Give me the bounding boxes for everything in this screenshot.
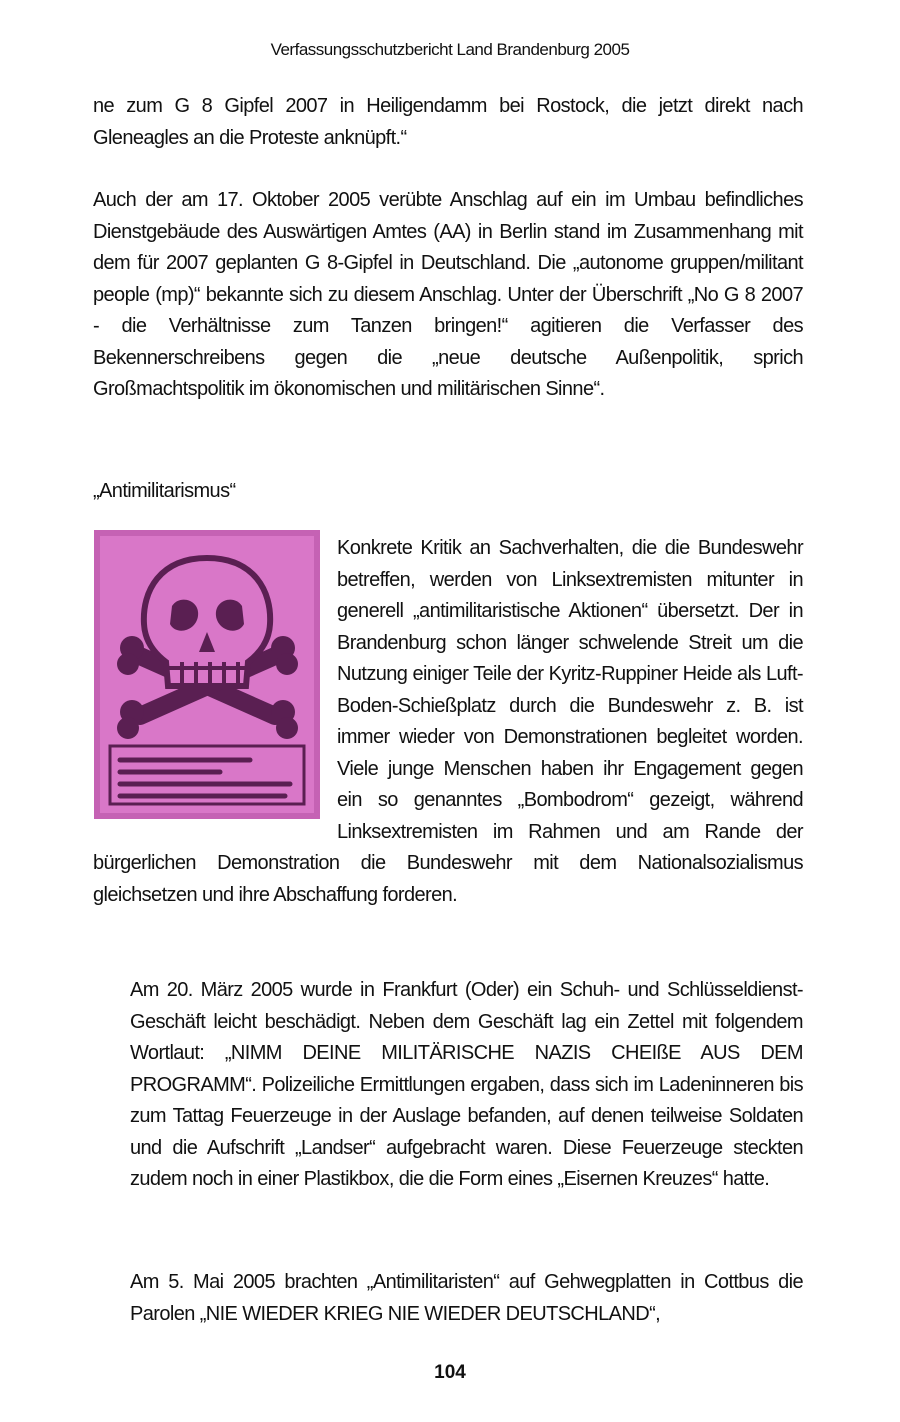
paragraph-cottbus-incident: Am 5. Mai 2005 brachten „Antimilitaristen“ auf Gehwegplatten in Cottbus die Parolen „NIE WIEDER KRIEG NIE WIEDER DEUTSCHLAND“, xyxy=(130,1271,803,1325)
paragraph-bombodrom xyxy=(93,533,803,911)
paragraph-frankfurt-incident: Am 20. März 2005 wurde in Frankfurt (Oder) ein Schuh- und Schlüsseldienst-Geschäft leicht beschädigt. Neben dem Geschäft lag ein Zettel mit folgendem Wortlaut: „NIMM DEINE MILITÄRISCHE NAZIS CHEIßE AUS DEM PROGRAMM“. Polizeiliche Ermittlungen ergaben, dass sich im Ladeninneren bis zum Tattag Feuerzeuge in der Auslage befanden, auf denen teilweise Soldaten und die Aufschrift „Landser“ aufgebracht waren. Diese Feuerzeuge steckten zudem noch in einer Plastikbox, die die Form eines „Eisernen Kreuzes“ hatte. xyxy=(130,979,803,1190)
paragraph-continuation: ne zum G 8 Gipfel 2007 in Heiligendamm bei Rostock, die jetzt direkt nach Gleneagles an die Proteste anknüpft.“ xyxy=(93,95,803,149)
section-heading-antimilitarismus: „Antimilitarismus“ xyxy=(93,480,236,502)
figure-wrap-spacer xyxy=(93,533,337,833)
paragraph-bombodrom-text: Konkrete Kritik an Sachverhalten, die die Bundeswehr betreffen, werden von Linksextremisten mitunter in generell „antimilitaristische Aktionen“ übersetzt. Der in Brandenburg schon länger schwelende Streit um die Nutzung einiger Teile der Kyritz-Ruppiner Heide als Luft-Boden-Schießplatz durch die Bundeswehr z. B. ist immer wieder von Demonstrationen begleitet worden. Viele junge Menschen haben ihr Engagement gegen ein so genanntes „Bombodrom“ gezeigt, während Linksextremisten im Rahmen und am Rande der bürgerlichen Demonstration die Bundeswehr mit dem Nationalsozialismus gleichsetzen und ihre Abschaffung forderen. xyxy=(93,537,803,906)
running-header: Verfassungsschutzbericht Land Brandenburg 2005 xyxy=(270,40,630,59)
paragraph-aa-attack: Auch der am 17. Oktober 2005 verübte Anschlag auf ein im Umbau befindliches Dienstgebäude des Auswärtigen Amtes (AA) in Berlin stand im Zusammenhang mit dem für 2007 geplanten G 8-Gipfel in Deutschland. Die „autonome gruppen/militant people (mp)“ bekannte sich zu diesem Anschlag. Unter der Überschrift „No G 8 2007 - die Verhältnisse zum Tanzen bringen!“ agitieren die Verfasser des Bekennerschreibens gegen die „neue deutsche Außenpolitik, sprich Großmachtspolitik im ökonomischen und militärischen Sinne“. xyxy=(93,189,803,400)
page-number: 104 xyxy=(434,1362,466,1383)
